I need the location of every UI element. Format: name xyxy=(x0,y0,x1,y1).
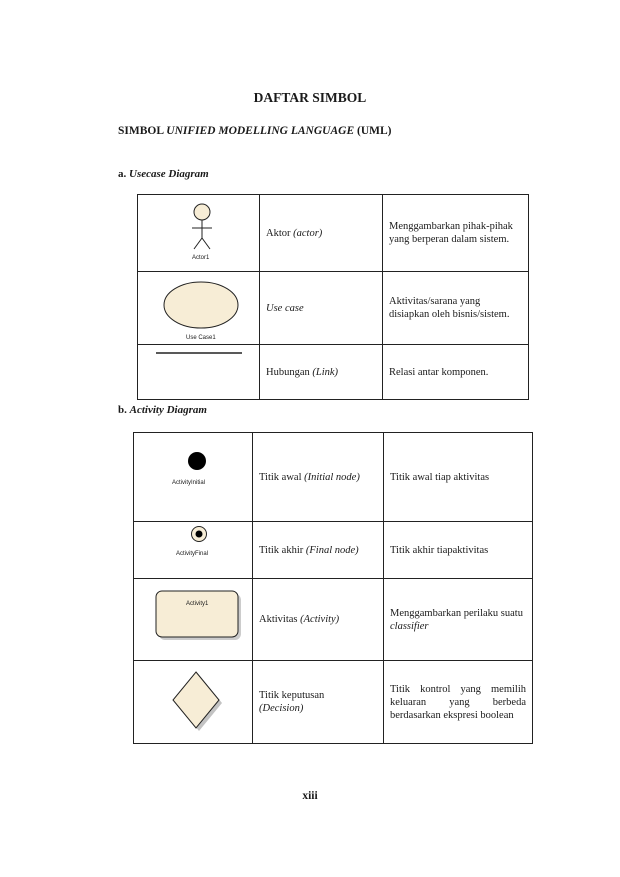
subtitle-italic: UNIFIED MODELLING LANGUAGE xyxy=(166,125,355,137)
activity-symbol-label: Activity1 xyxy=(186,601,209,607)
final-symbol-label: ActivityFinal xyxy=(176,551,209,557)
decision-diamond-icon xyxy=(134,661,252,739)
table-row xyxy=(134,579,533,661)
usecase-desc: Aktivitas/sarana yang disiapkan oleh bisnis/sistem. xyxy=(383,272,529,345)
section-b-title: Activity Diagram xyxy=(129,404,207,416)
page-number: xiii xyxy=(302,790,318,802)
link-name-cell xyxy=(260,345,383,400)
activity-desc: Menggambarkan perilaku suatu xyxy=(390,607,523,619)
usecase-symbol-label: Use Case1 xyxy=(186,335,216,341)
activity-desc-cell xyxy=(384,579,533,661)
decision-symbol-cell xyxy=(134,661,253,744)
decision-desc: Titik kontrol yang memilih keluaran yang berbeda berdasarkan ekspresi boolean xyxy=(384,661,533,744)
link-name: Hubungan xyxy=(266,366,313,378)
link-desc: Relasi antar komponen. xyxy=(383,345,529,400)
initial-symbol-label: ActivityInitial xyxy=(172,480,206,486)
initial-name-cell xyxy=(253,433,384,522)
link-symbol-cell xyxy=(138,345,260,400)
final-name-cell xyxy=(253,522,384,579)
section-b-heading xyxy=(118,404,207,416)
link-line-icon xyxy=(138,345,259,395)
activity-name-cell xyxy=(253,579,384,661)
table-row xyxy=(138,272,529,345)
activity-symbol-cell xyxy=(134,579,253,661)
usecase-symbol-cell xyxy=(138,272,260,345)
decision-name-cell xyxy=(253,661,384,744)
section-a-heading xyxy=(118,168,209,180)
usecase-name-cell xyxy=(260,272,383,345)
activity-box-icon xyxy=(134,579,252,656)
initial-node-icon xyxy=(134,433,252,517)
usecase-name-italic: Use case xyxy=(266,302,304,314)
page-title: DAFTAR SIMBOL xyxy=(253,90,367,105)
decision-name: Titik keputusan xyxy=(259,690,325,701)
subtitle-prefix: SIMBOL xyxy=(118,125,167,137)
activity-name: Aktivitas xyxy=(259,614,301,625)
activity-desc-italic: classifier xyxy=(390,620,429,632)
section-a-prefix: a. xyxy=(118,168,129,180)
section-b-prefix: b. xyxy=(118,404,130,416)
initial-symbol-cell xyxy=(134,433,253,522)
section-heading xyxy=(118,125,392,137)
table-row xyxy=(134,433,533,522)
table-row xyxy=(138,345,529,400)
actor-symbol-label: Actor1 xyxy=(192,255,210,261)
actor-desc: Menggambarkan pihak-pihak yang berperan dalam sistem. xyxy=(383,195,529,272)
activity-name-italic: (Activity) xyxy=(300,614,340,625)
actor-name-italic: (actor) xyxy=(293,227,323,239)
initial-name-italic: (Initial node) xyxy=(304,471,360,483)
usecase-ellipse-icon xyxy=(138,272,259,340)
subtitle-suffix: (UML) xyxy=(354,125,392,137)
final-symbol-cell xyxy=(134,522,253,579)
section-a-title: Usecase Diagram xyxy=(129,168,209,180)
initial-name: Titik awal xyxy=(259,471,305,483)
actor-name: Aktor xyxy=(266,227,294,239)
link-name-italic: (Link) xyxy=(312,366,339,378)
initial-desc: Titik awal tiap aktivitas xyxy=(384,433,533,522)
table-row xyxy=(134,522,533,579)
table-row xyxy=(138,195,529,272)
final-name-italic: (Final node) xyxy=(305,544,359,556)
actor-symbol-cell xyxy=(138,195,260,272)
final-name: Titik akhir xyxy=(259,544,306,556)
decision-name-italic: (Decision) xyxy=(259,703,304,714)
usecase-table xyxy=(137,194,529,400)
final-desc: Titik akhir tiapaktivitas xyxy=(384,522,533,579)
activity-table xyxy=(133,432,533,744)
table-row xyxy=(134,661,533,744)
actor-name-cell xyxy=(260,195,383,272)
